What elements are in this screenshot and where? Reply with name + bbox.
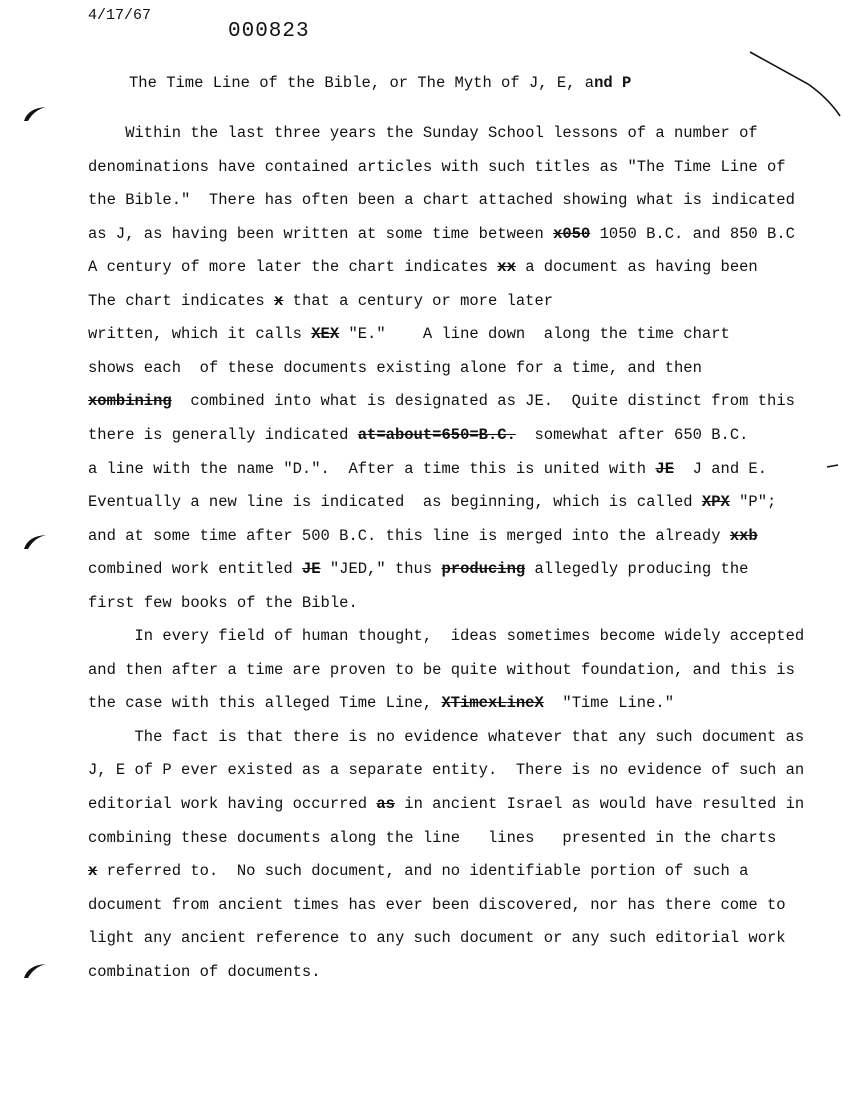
line-text: "P";	[729, 493, 777, 512]
strikeout-text: JE	[655, 459, 675, 478]
strikeout-text: XPX	[701, 493, 730, 512]
line-text: combined into what is designated as JE. Quite distinct from this	[171, 392, 795, 411]
text-line	[88, 761, 804, 779]
text-line	[88, 963, 321, 981]
line-text: as J, as having been written at some time between	[88, 224, 554, 243]
line-text: J and E.	[674, 459, 768, 478]
text-line	[88, 426, 748, 444]
line-text: Eventually a new line is indicated as beginning, which is called	[88, 493, 702, 512]
line-text: combined work entitled	[88, 560, 302, 579]
text-line	[88, 158, 786, 176]
line-text: denominations have contained articles with such titles as "The Time Line of	[88, 157, 786, 176]
text-line	[88, 527, 758, 545]
line-text: the case with this alleged Time Line,	[88, 694, 442, 713]
line-text: combination of documents.	[88, 962, 321, 981]
line-text: shows each of these documents existing alone for a time, and then	[88, 358, 702, 377]
document-number: 000823	[228, 20, 310, 43]
strikeout-text: at=about=650=B.C.	[357, 425, 516, 444]
line-text: light any ancient reference to any such document or any such editorial work	[88, 929, 786, 948]
line-text: Within the last three years the Sunday School lessons of a number of	[88, 124, 758, 142]
line-text: a document as having been	[515, 258, 758, 277]
text-line	[88, 694, 674, 712]
text-line	[88, 460, 767, 478]
strikeout-text: xxb	[729, 526, 758, 545]
title-end: nd P	[594, 74, 632, 92]
line-text: written, which it calls	[88, 325, 312, 344]
line-text: "Time Line."	[543, 694, 675, 713]
pen-stroke-mark	[748, 48, 842, 120]
line-text: "JED," thus	[320, 560, 442, 579]
text-line	[88, 560, 748, 578]
line-text: document from ancient times has ever been discovered, nor has there come to	[88, 895, 786, 914]
text-line	[88, 493, 776, 511]
text-line	[88, 124, 758, 142]
line-text: in ancient Israel as would have resulted in	[394, 795, 805, 813]
document-title	[129, 74, 631, 92]
punch-hole-mark	[22, 105, 48, 123]
text-line	[88, 896, 786, 914]
strikeout-text: as	[376, 795, 395, 813]
text-line	[88, 359, 702, 377]
text-line	[88, 728, 804, 746]
strikeout-text: x050	[553, 224, 591, 243]
text-line	[88, 325, 730, 343]
line-text: "E." A line down along the time chart	[339, 325, 730, 344]
line-text: somewhat after 650 B.C.	[515, 425, 749, 444]
line-text: 1050 B.C. and 850 B.C	[590, 224, 795, 243]
text-line	[88, 829, 776, 847]
line-text: combining these documents along the line lines presented in the charts	[88, 828, 777, 847]
line-text: there is generally indicated	[88, 425, 358, 444]
text-line	[88, 929, 786, 947]
line-text: In every field of human thought, ideas sometimes become widely accepted	[88, 627, 805, 646]
text-line	[88, 661, 795, 679]
punch-hole-mark	[22, 962, 48, 980]
text-line	[88, 292, 553, 310]
strikeout-text: x	[274, 291, 284, 310]
text-line	[88, 392, 795, 410]
text-line	[88, 225, 795, 243]
line-text: editorial work having occurred	[88, 795, 377, 813]
line-text: and at some time after 500 B.C. this line is merged into the already	[88, 526, 730, 545]
text-line	[88, 191, 795, 209]
text-line	[88, 627, 804, 645]
line-text: allegedly producing the	[525, 560, 749, 579]
line-text: the Bible." There has often been a chart attached showing what is indicated	[88, 191, 795, 210]
title-text: The Time Line of the Bible, or The Myth of J, E, a	[129, 74, 595, 92]
text-line	[88, 862, 748, 880]
line-text: J, E of P ever existed as a separate entity. There is no evidence of such an	[88, 761, 805, 780]
punch-hole-mark	[22, 533, 48, 551]
strikeout-text: XEX	[311, 325, 340, 344]
strikeout-text: XTimexLineX	[441, 694, 544, 713]
line-text: referred to. No such document, and no identifiable portion of such a	[97, 862, 749, 881]
line-text: The fact is that there is no evidence whatever that any such document as	[88, 727, 805, 746]
text-line	[88, 795, 804, 813]
text-line	[88, 594, 358, 612]
line-text: that a century or more later	[283, 291, 554, 310]
line-text: and then after a time are proven to be quite without foundation, and this is	[88, 660, 795, 679]
margin-mark	[826, 462, 840, 470]
line-text: A century of more later the chart indicates	[88, 258, 498, 277]
strikeout-text: xx	[497, 258, 516, 277]
document-date: 4/17/67	[88, 7, 152, 24]
text-line	[88, 258, 758, 276]
strikeout-text: JE	[301, 560, 321, 579]
line-text: The chart indicates	[88, 291, 275, 310]
strikeout-text: x	[88, 862, 98, 881]
line-text: a line with the name "D.". After a time this is united with	[88, 459, 656, 478]
line-text: first few books of the Bible.	[88, 593, 358, 612]
strikeout-text: producing	[441, 560, 526, 579]
strikeout-text: xombining	[88, 392, 172, 411]
